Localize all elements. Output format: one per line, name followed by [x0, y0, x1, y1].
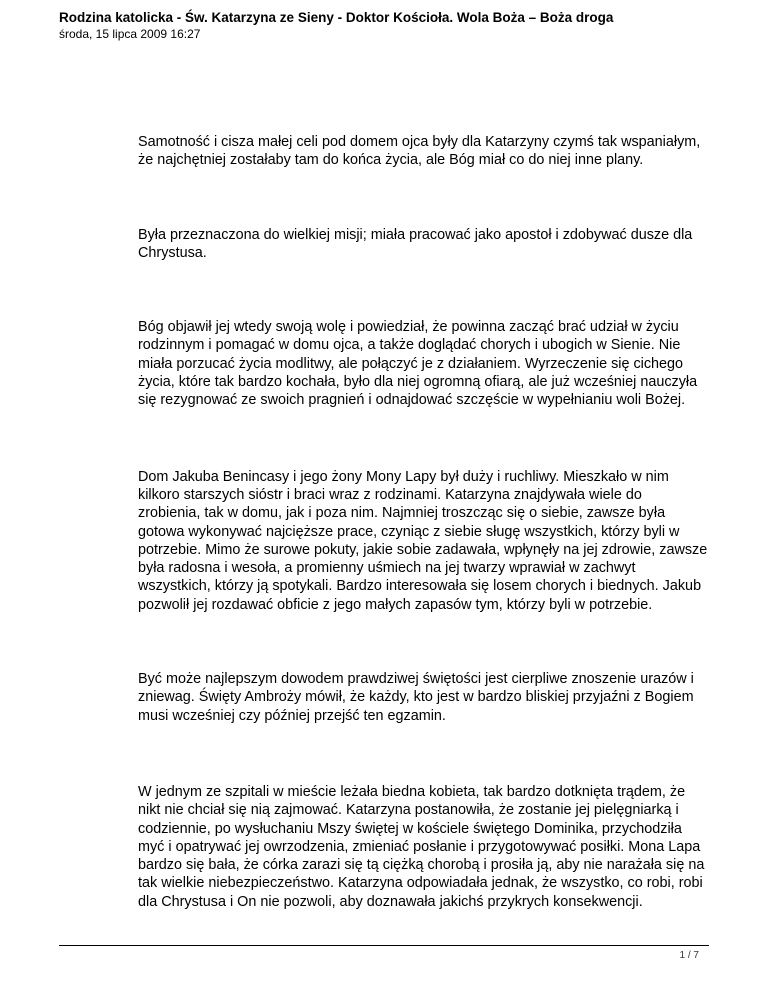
article-body: [138, 133, 708, 911]
page-number: 1 / 7: [679, 950, 699, 961]
paragraph-2: Była przeznaczona do wielkiej misji; miała pracować jako apostoł i zdobywać dusze dla Chrystusa.: [138, 226, 693, 261]
paragraph-6: W jednym ze szpitali w mieście leżała biedna kobieta, tak bardzo dotknięta trądem, że nikt nie chciał się nią zajmować. Katarzyna postanowiła, że zostanie jej pielęgniarką i codziennie, po wysłuchaniu Mszy świętej w kościele świętego Dominika, przychodziła myć i opatrywać jej owrzodzenia, zmieniać posłanie i przygotowywać posiłki. Mona Lapa bardzo się bała, że córka zarazi się tą ciężką chorobą i prosiła ją, aby nie narażała się na tak wielkie niebezpieczeństwo. Katarzyna odpowiadała jednak, że wszystko, co robi, robi dla Chrystusa i On nie pozwoli, aby doznawała jakichś przykrych konsekwencji.: [138, 783, 705, 910]
paragraph-5: Być może najlepszym dowodem prawdziwej świętości jest cierpliwe znoszenie urazów i zniewag. Święty Ambroży mówił, że każdy, kto jest w bardzo bliskiej przyjaźni z Bogiem musi wcześniej czy później przejść ten egzamin.: [138, 671, 694, 724]
paragraph-3: Bóg objawił jej wtedy swoją wolę i powiedział, że powinna zacząć brać udział w życiu rodzinnym i pomagać w domu ojca, a także doglądać chorych i ubogich w Sienie. Nie miała porzucać życia modlitwy, ale połączyć je z działaniem. Wyrzeczenie się cichego życia, które tak bardzo kochała, było dla niej ogromną ofiarą, ale już wcześniej nauczyła się rezygnować ze swoich pragnień i odnajdować szczęście w wypełnianiu woli Bożej.: [138, 319, 698, 409]
paragraph-4: Dom Jakuba Benincasy i jego żony Mony Lapy był duży i ruchliwy. Mieszkało w nim kilkoro starszych sióstr i braci wraz z rodzinami. Katarzyna znajdywała wiele do zrobienia, tak w domu, jak i poza nim. Najmniej troszcząc się o siebie, zawsze była gotowa wykonywać najcięższe prace, czyniąc z siebie sługę wszystkich, którzy byli w potrzebie. Mimo że surowe pokuty, jakie sobie zadawała, wpłynęły na jej zdrowie, zawsze była radosna i wesoła, a promienny uśmiech na jej twarzy wprawiał w zachwyt wszystkich, którzy ją spotykali. Bardzo interesowała się losem chorych i biednych. Jakub pozwolił jej rozdawać obficie z jego małych zapasów tym, którzy byli w potrzebie.: [138, 468, 708, 613]
article-title: Rodzina katolicka - Św. Katarzyna ze Sieny - Doktor Kościoła. Wola Boża – Boża droga: [59, 10, 614, 25]
paragraph-1: Samotność i cisza małej celi pod domem ojca były dla Katarzyny czymś tak wspaniałym, że najchętniej zostałaby tam do końca życia, ale Bóg miał co do niej inne plany.: [138, 134, 701, 169]
publish-date: środa, 15 lipca 2009 16:27: [59, 27, 201, 41]
page-header: [59, 10, 719, 41]
footer-divider: [59, 945, 709, 946]
